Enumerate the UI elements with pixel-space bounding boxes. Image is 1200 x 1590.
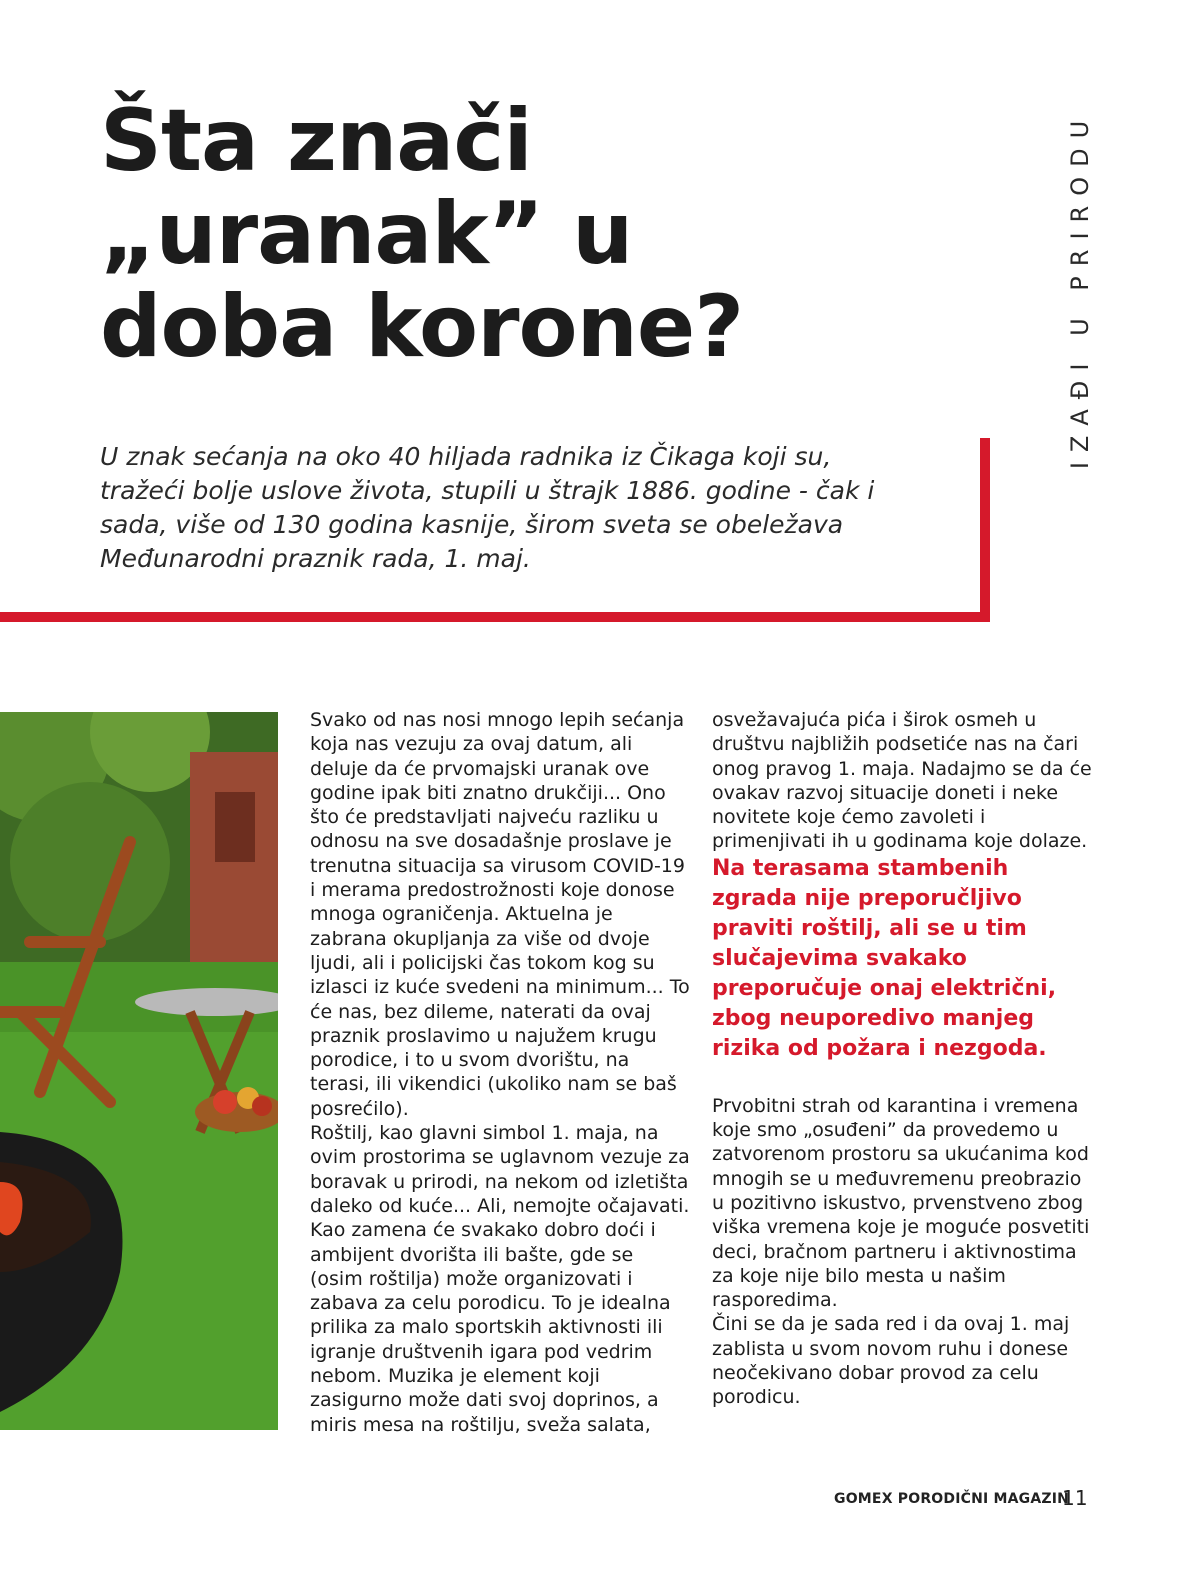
body-column-1 <box>310 708 690 1437</box>
body-paragraph: Roštilj, kao glavni simbol 1. maja, na ovim prostorima se uglavnom vezuje za boravak u prirodi, na nekom od izletišta daleko od kuće... Ali, nemojte očajavati. Kao zamena će svakako dobro doći i ambijent dvorišta ili bašte, gde se (osim roštilja) može organizovati i zabava za celu porodicu. To je idealna prilika za malo sportskih aktivnosti ili igranje društvenih igara pod vedrim nebom. Muzika je element koji zasigurno može dati svoj doprinos, a miris mesa na roštilju, sveža salata, <box>310 1122 690 1436</box>
title-line: „uranak” u <box>100 183 633 284</box>
body-paragraph: osvežavajuća pića i širok osmeh u društvu najbližih podsetiće nas na čari onog pravog 1. maja. Nadajmo se da će ovakav razvoj situacije doneti i neke novitete koje ćemo zavoleti i primenjivati ih u godinama koje dolaze. <box>712 709 1092 853</box>
section-label-text: IZAĐI U PRIRODU <box>1066 110 1094 470</box>
body-paragraph: Prvobitni strah od karantina i vremena koje smo „osuđeni” da provedemo u zatvorenom prostoru sa ukućanima kod mnogih se u međuvremenu preobrazio u pozitivno iskustvo, prvenstveno zbog viška vremena koje je moguće posvetiti deci, bračnom partneru i aktivnostima za koje nije bilo mesta u našim rasporedima. <box>712 1094 1090 1312</box>
garden-barbecue-photo <box>0 712 278 1430</box>
body-paragraph: Svako od nas nosi mnogo lepih sećanja koja nas vezuju za ovaj datum, ali deluje da će prvomajski uranak ove godine ipak biti znatno drukčiji... Ono što će predstavljati najveću razliku u odnosu na sve dosadašnje proslave je trenutna situacija sa virusom COVID-19 i merama predostrožnosti koje donose mnoga ograničenja. Aktuelna je zabrana okupljanja za više od dvoje ljudi, ali i policijski čas tokom kog su izlasci iz kuće svedeni na minimum... To će nas, bez dileme, naterati da ovaj praznik proslavimo u najužem krugu porodice, i to u svom dvorištu, na terasi, ili vikendici (ukoliko nam se baš posrećilo). <box>310 709 690 1120</box>
article-intro: U znak sećanja na oko 40 hiljada radnika iz Čikaga koji su, tražeći bolje uslove života, stupili u štrajk 1886. godine - čak i sada, više od 130 godina kasnije, širom sveta se obeležava Međunarodni praznik rada, 1. maj. <box>100 442 875 573</box>
section-label <box>1045 100 1115 480</box>
body-paragraph: Čini se da je sada red i da ovaj 1. maj zablista u svom novom ruhu i donese neočekivano dobar provod za celu porodicu. <box>712 1313 1070 1409</box>
magazine-name: GOMEX PORODIČNI MAGAZIN <box>834 1491 1070 1507</box>
title-line: Šta znači <box>100 91 532 191</box>
brick-wall <box>190 752 278 982</box>
body-column-2 <box>712 708 1092 1410</box>
page-footer <box>834 1486 1094 1512</box>
title-line: doba korone? <box>100 276 744 377</box>
photo-illustration <box>0 712 278 1430</box>
accent-bar-horizontal <box>0 612 990 622</box>
bush <box>10 782 170 942</box>
pull-quote: Na terasama stambenih zgrada nije preporučljivo praviti roštilj, ali se u tim slučajevima svakako preporučuje onaj električni, zbog neuporedivo manjeg rizika od požara i nezgoda. <box>712 855 1057 1061</box>
window <box>215 792 255 862</box>
accent-bar-vertical <box>980 438 990 622</box>
article-title <box>100 91 920 377</box>
page-number: 11 <box>1062 1486 1088 1510</box>
